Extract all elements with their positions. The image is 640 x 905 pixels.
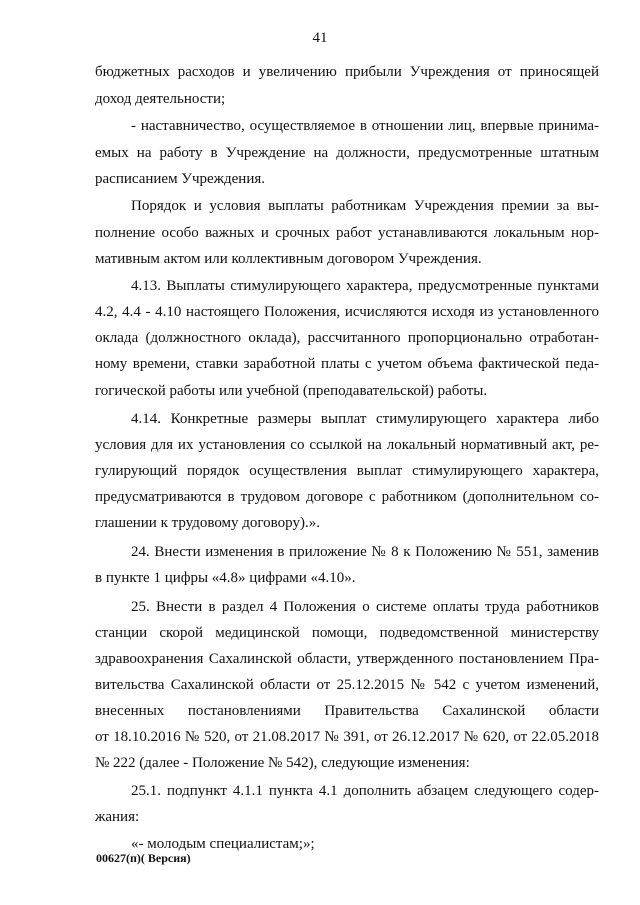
text-line: 4.2, 4.4 - 4.10 настоящего Положения, исчисляются исходя из установленного [95, 304, 599, 320]
text-line: расписанием Учреждения. [95, 171, 266, 187]
text-line: 4.13. Выплаты стимулирующего характера, предусмотренные пунктами [131, 278, 599, 294]
text-line: глашении к трудовому договору).». [95, 515, 320, 531]
text-line: доход деятельности; [95, 91, 226, 107]
text-line: жания: [95, 809, 140, 825]
text-line: мативным актом или коллективным договором Учреждения. [95, 251, 482, 267]
text-line: оклада (должностного оклада), рассчитанного пропорционально отработан- [95, 330, 599, 346]
text-line: станции скорой медицинской помощи, подведомственной министерству [95, 625, 599, 641]
text-line: предусматриваются в трудовом договоре с работником (дополнительном со- [95, 489, 599, 505]
page-number: 41 [312, 30, 328, 46]
text-line: ному времени, ставки заработной платы с учетом объема фактической педа- [95, 356, 599, 372]
text-line: вительства Сахалинской области от 25.12.2015 № 542 с учетом изменений, [95, 677, 599, 693]
text-line: гогической работы или учебной (преподавательской) работы. [95, 383, 488, 399]
text-line: 25.1. подпункт 4.1.1 пункта 4.1 дополнить абзацем следующего содер- [131, 783, 599, 799]
text-line: емых на работу в Учреждение на должности, предусмотренные штатным [95, 145, 599, 161]
text-line: условия для их установления со ссылкой на локальный нормативный акт, ре- [95, 437, 599, 453]
text-line: «- молодым специалистам;»; [131, 836, 315, 852]
text-line: бюджетных расходов и увеличению прибыли Учреждения от приносящей [95, 64, 599, 80]
text-line: в пункте 1 цифры «4.8» цифрами «4.10». [95, 570, 356, 586]
text-line: Порядок и условия выплаты работникам Учреждения премии за вы- [131, 198, 599, 214]
document-footer-id: 00627(п)( Версия) [96, 851, 191, 865]
text-line: 24. Внести изменения в приложение № 8 к Положению № 551, заменив [131, 544, 599, 560]
text-line: № 222 (далее - Положение № 542), следующие изменения: [95, 755, 470, 771]
text-line: 4.14. Конкретные размеры выплат стимулирующего характера либо [131, 411, 599, 427]
text-line: внесенных постановлениями Правительства Сахалинской области [95, 703, 599, 719]
text-line: здравоохранения Сахалинской области, утвержденного постановлением Пра- [95, 651, 599, 667]
text-line: 25. Внести в раздел 4 Положения о системе оплаты труда работников [131, 599, 599, 615]
text-line: от 18.10.2016 № 520, от 21.08.2017 № 391, от 26.12.2017 № 620, от 22.05.2018 [95, 729, 599, 745]
text-line: полнение особо важных и срочных работ устанавливаются локальным нор- [95, 225, 599, 241]
text-line: - наставничество, осуществляемое в отношении лиц, впервые принима- [131, 118, 599, 134]
text-line: гулирующий порядок осуществления выплат стимулирующего характера, [95, 463, 599, 479]
